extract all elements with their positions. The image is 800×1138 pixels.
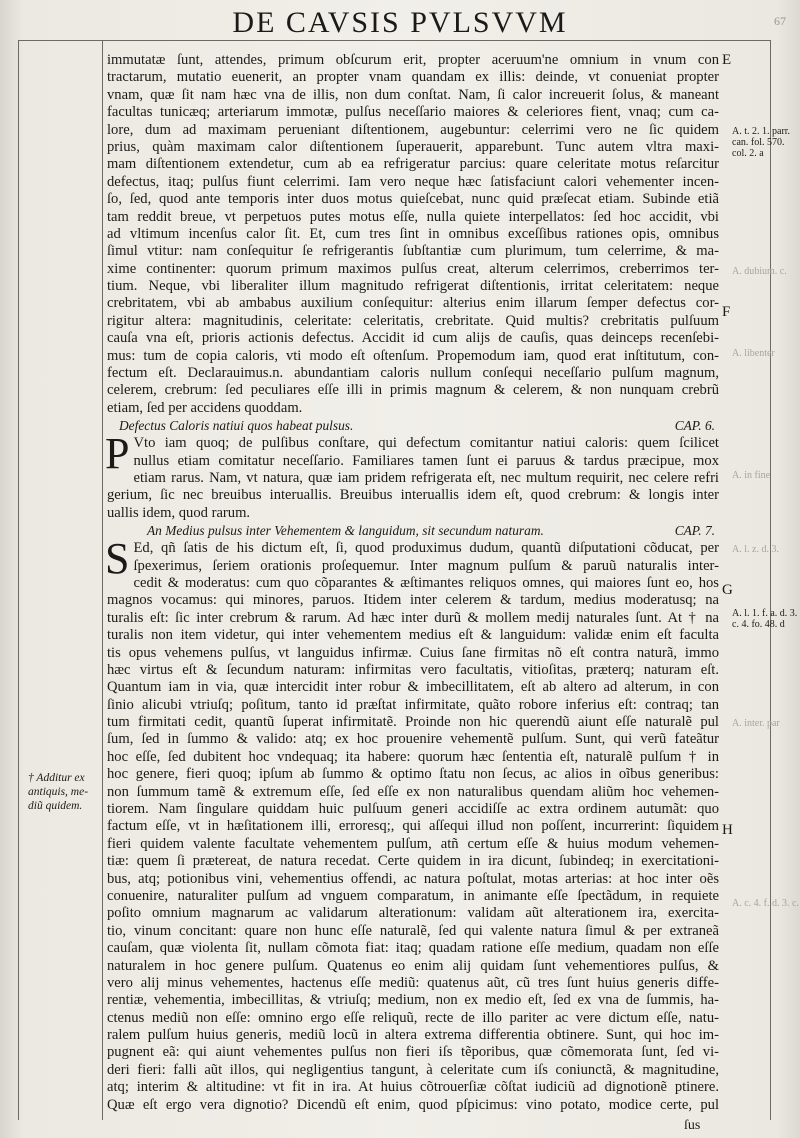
text-line: conuenire, naturaliter pulſum ad vnguem comparatum, in animante eſſe ſpectãdum, in requiete bbox=[107, 887, 719, 904]
text-line: turalis non item videtur, qui inter vehementem medius eſt & languidum: validæ enim eſt faculta bbox=[107, 627, 719, 644]
text-line: poſito omnium magnarum ac validarum alterationum: validam aũt alterationem ira, exercita- bbox=[107, 905, 719, 922]
text-line: tiorem. Nam ſingulare quiddam huic pulſuum generi accidiſſe ac extra ordinem autumãt: quo bbox=[107, 801, 719, 818]
text-line: tam reddit breue, vt perpetuos putes motus eſſe, nulla quiete interpellatos: ſed hoc accidit, vbi bbox=[107, 208, 719, 225]
text-line: ſum, ſed in ſummo & valido: atq; ex hoc prouenire vehementẽ pulſum. Sunt, qui verũ fateãtur bbox=[107, 731, 719, 748]
chapter-6-title: Defectus Caloris natiui quos habeat pulsus. bbox=[119, 418, 354, 434]
text-line: non ſummum tamẽ & extremum eſſe, ſed eſſe ex non naturalibus quendam aliũm hoc vehemen- bbox=[107, 783, 719, 800]
chapter-7-title: An Medius pulsus inter Vehementem & languidum, sit secundum naturam. bbox=[147, 523, 544, 539]
faint-margin-note: A. in fine bbox=[732, 470, 771, 481]
text-line: cauſa vna eſt, prioris actionis defectus. Accidit id cum alijs de cauſis, quas deinceps recenſebi- bbox=[107, 330, 719, 347]
main-text bbox=[107, 52, 719, 1114]
chapter-6-number: CAP. 6. bbox=[674, 418, 715, 434]
text-line: factum eſſe, vt in hæſitationem illi, erroresq;, qui aſſequi illud non poſſent, incurrerint: ſiquidem bbox=[107, 818, 719, 835]
faint-margin-note: A. dubium. c. bbox=[732, 266, 787, 277]
text-line: crebritatem, vbi ab ambabus auxilium conſequitur: alterius enim illarum ſemper defectus cor- bbox=[107, 295, 719, 312]
text-line: nullus etiam comitatur neceſſario. Familiares tamen ſunt ei paruus & tardus præcipue, mox bbox=[133, 452, 719, 469]
text-line: prius, quàm maximam calor diſtentionem ſuperauerit, apparebunt. Tunc autem vltra maxi- bbox=[107, 138, 719, 155]
text-line: tio, vinum concitant: quare non hunc eſſe naturalẽ, ſed qui valente natura ſimul & per extraneã bbox=[107, 922, 719, 939]
section-letter-g: G bbox=[722, 582, 733, 598]
folio: 67 bbox=[774, 14, 786, 28]
text-line: hæc virtus eſt & ſecundum naturam: infirmitas vero facultatis, vitioſitas, præterq; naturam eſt. bbox=[107, 661, 719, 678]
text-line: uallis idem, quod rarum. bbox=[107, 504, 251, 521]
text-line: naturalem in hoc genere pulſum. Quatenus eo enim alij quidam ſunt vehementiores pulſus, & bbox=[107, 957, 719, 974]
text-line: gerium, ſic nec breuibus interuallis. Breuibus interuallis idem eſt, quod crebrum: & longis inter bbox=[107, 487, 719, 504]
text-line: ad vltimum incenſus calor ſit. Et, cum tres ſint in omnibus exceſſibus rationes opis, omnibus bbox=[107, 225, 719, 242]
text-line: cedit & moderatus: cum quo cõparantes & æſtimantes reliquos omnes, qui maiores ſunt eo, hos bbox=[133, 574, 719, 591]
text-line: tractarum, mutatio euenerit, an propter vnam quandam ex illis: deinde, vt conueniat propter bbox=[107, 69, 719, 86]
note-line: A. l. 1. f. a. d. 3. bbox=[732, 608, 798, 619]
margin-note-left bbox=[28, 771, 88, 813]
text-line: tum firmitati cedit, quantũ ſuperat infirmitatẽ. Proinde non hic querendũ aiunt eſſe naturalẽ pul bbox=[107, 714, 719, 731]
text-line: cauſam, quæ violenta ſit, nullam cõmota fiat: itaq; quadam ratione eſſe medium, quadam non eſſe bbox=[107, 940, 719, 957]
text-line: ſimul vtitur: nam conſequitur ſe refrigerantis ſubſtantiæ cum plurimum, tum celerrime, & ma- bbox=[107, 243, 719, 260]
note-line: antiquis, me- bbox=[28, 786, 89, 798]
text-line: facultas tunicæq; arteriarum immotæ, pulſus neceſſario maiores & celeriores fient, vnaq; cum ca- bbox=[107, 104, 719, 121]
text-line: etiam, ſed per accidens quoddam. bbox=[107, 399, 303, 416]
note-line: c. 4. fo. 48. d bbox=[732, 619, 785, 630]
note-line: diũ quidem. bbox=[28, 800, 83, 812]
chapter-7-number: CAP. 7. bbox=[674, 523, 715, 539]
faint-margin-note: A. libenter bbox=[732, 348, 775, 359]
text-line: tis opus vehemens pulſus, vt languidus infirmæ. Cuius ſane firmitas nõ eſt contra naturã, immo bbox=[107, 644, 719, 661]
text-line: hoc eſſe, ſed dubitent hoc vndequaq; ita habere: quorum hæc ſententia eſt, naturalẽ pulſum † in bbox=[107, 748, 719, 765]
text-line: vero alij minus vehementes, hactenus eſſe mediũ: quatenus aũt, cũ tres ſunt huius generis diffe- bbox=[107, 974, 719, 991]
chapter-7-heading bbox=[107, 522, 719, 540]
note-line: † Additur ex bbox=[28, 772, 85, 784]
text-line: vnam, quæ ſit nam hæc vna de illis, non dum conſtat. Nam, ſi calor increuerit ſolus, & maneant bbox=[107, 86, 719, 103]
section-letter-f: F bbox=[722, 304, 731, 320]
text-line: etiam rarus. Nam, vt natura, quæ iam pridem refrigerata eſt, nec multum requirit, nec celere refri bbox=[133, 469, 719, 486]
section-letter-h: H bbox=[722, 822, 733, 838]
text-line: atq; interim & altitudine: vt fit in ira. At huius cõtrouerſiæ cõſtat iudiciũ ad dignotionẽ ptinere. bbox=[107, 1079, 719, 1096]
text-line: celerem, crebrum: ſed peculiares eſſe illi in primis magnum & celerem, & non nunquam crebrũ bbox=[107, 382, 719, 399]
paragraph-continuation bbox=[107, 52, 719, 417]
text-line: bus, atq; potionibus vini, vehementius offendi, ac natura poſtulat, motas arterias: at hoc inter oẽs bbox=[107, 870, 719, 887]
faint-margin-note: A. inter. par bbox=[732, 718, 780, 729]
text-line: lore, dum ad maximam perueniant diſtentionem, augebuntur: celerrimi vero ne ſic quidem bbox=[107, 121, 719, 138]
faint-margin-note: A. c. 4. f. d. 3. c. bbox=[732, 898, 799, 909]
chapter-6-heading bbox=[107, 417, 719, 435]
chapter-6-text bbox=[105, 429, 719, 522]
text-line: ſo, ſed, quod ante temporis inter duos motus quieſcebat, nunc quid præſecat etiam. Subinde etiã bbox=[107, 191, 719, 208]
text-line: mus: tum de copia caloris, vti modo eſt oſtenſum. Propemodum iam, quod erat inſtitutum, con- bbox=[107, 347, 719, 364]
text-line: rentiæ, vehementia, imbecillitas, & vtriuſq; medium, non ex medio eſt, ſed ex vna de ſummis, ha- bbox=[107, 992, 719, 1009]
chapter-7-text bbox=[105, 534, 719, 1114]
text-line: mam diſtentionem extendetur, cum ab ea refrigeratur parcius: quare celeritate motus reſarcitur bbox=[107, 156, 719, 173]
text-line: Quantum iam in via, quæ intercidit inter robur & imbecillitatem, eſt ab altero ad alterum, in con bbox=[107, 679, 719, 696]
text-line: xime continenter: quorum primum maximos pulſus creat, alterum celerrimos, creberrimos ter- bbox=[107, 260, 719, 277]
text-line: tiæ: quem ſi prætereat, de natura recedat. Certe quidem in ira dicunt, ſubindeq; in exercitationi- bbox=[107, 853, 719, 870]
note-line: col. 2. a bbox=[732, 148, 764, 159]
outer-right-rule bbox=[770, 40, 771, 1120]
drop-cap-p: P bbox=[105, 429, 130, 479]
text-line: deri fieri: falli aũt illos, qui negligentius tangunt, à celeritate cum iſs coniunctã, & magnitudine, bbox=[107, 1061, 719, 1078]
margin-note-right-2 bbox=[732, 608, 796, 630]
text-line: immutatæ ſunt, attendes, primum obſcurum erit, propter aceruum'ne omnium in vnum con bbox=[107, 52, 719, 68]
text-line: pugnent eã: qui aiunt vehementes pulſus non fieri iſs tẽporibus, quæ cõmemorata ſunt, ſed vi- bbox=[107, 1044, 719, 1061]
outer-left-rule bbox=[18, 40, 19, 1120]
text-line: ſpexerimus, ſeriem orationis proſequemur. Inter magnum pulſum & paruũ naturalis inter- bbox=[133, 557, 719, 574]
left-column-rule bbox=[102, 40, 103, 1120]
faint-margin-note: A. l. z. d. 3. bbox=[732, 544, 779, 555]
note-line: A. t. 2. 1. parr. bbox=[732, 126, 791, 137]
text-line: ralem pulſum huius generis, mediũ locũ in altera extrema differentia obtinere. Sunt, qui hoc im- bbox=[107, 1027, 719, 1044]
text-line: magnos vocamus: qui minores, paruos. Itidem inter celerem & tardum, medius moderatusq; na bbox=[107, 592, 719, 609]
text-line: ctenus mediũ non eſſe: omnino ergo eſſe reliquũ, recte de illo pariter ac vere dictum eſſe, natu- bbox=[107, 1009, 719, 1026]
text-line: rigitur altera: magnitudinis, celeritate: celeritatis, crebritate. Quid multis? crebritatis pulſuum bbox=[107, 312, 719, 329]
text-line: hoc genere, fieri quoq; ipſum ab ſummo & optimo ſtatu non ſecus, ac alios in oĩbus generibus: bbox=[107, 766, 719, 783]
drop-cap-s: S bbox=[105, 534, 130, 584]
margin-note-right-1 bbox=[732, 126, 796, 159]
text-line: Ed, qñ ſatis de his dictum eſt, ſi, quod produximus dudum, quantũ diſputationi cõducat, per bbox=[133, 540, 719, 557]
text-line: turalis eſt: ſic inter crebrum & rarum. Ad hæc inter durũ & mollem medij naturales ſunt. At † na bbox=[107, 609, 719, 626]
text-line: fectum eſt. Declarauimus.n. abundantiam caloris nullum conſequi neceſſario pulſum magnum, bbox=[107, 365, 719, 382]
text-line: tium. Neque, vbi liberaliter illum magnitudo refrigerat diſtentionis, irritat celeritatem: neque bbox=[107, 278, 719, 295]
catchword: ſus bbox=[684, 1118, 701, 1133]
text-line: Quæ eſt ergo vera dignotio? Dicendũ eſt enim, quod pſpicimus: vino potato, modice certe, pul bbox=[107, 1096, 719, 1113]
note-line: can. fol. 570. bbox=[732, 137, 785, 148]
text-line: fieri quidem valente facultate vehementem pulſum, atñ certum eſſe & huius modum vehemen- bbox=[107, 835, 719, 852]
header-rule bbox=[18, 40, 770, 41]
text-line: ſinio alicubi vtriuſq; poſitum, tanto id præſtat infirmitate, quãto robore inferius eſt: contraq; tan bbox=[107, 696, 719, 713]
text-line: defectus, itaq; pulſus fiunt celerrimi. Iam vero neque hæc ſatisfaciunt calori vehementer incen- bbox=[107, 173, 719, 190]
section-letter-e: E bbox=[722, 52, 732, 68]
text-line: Vto iam quoq; de pulſibus conſtare, qui defectum comitantur natiui caloris: quem ſcilicet bbox=[133, 435, 719, 452]
running-head: DE CAVSIS PVLSVVM bbox=[232, 6, 568, 39]
